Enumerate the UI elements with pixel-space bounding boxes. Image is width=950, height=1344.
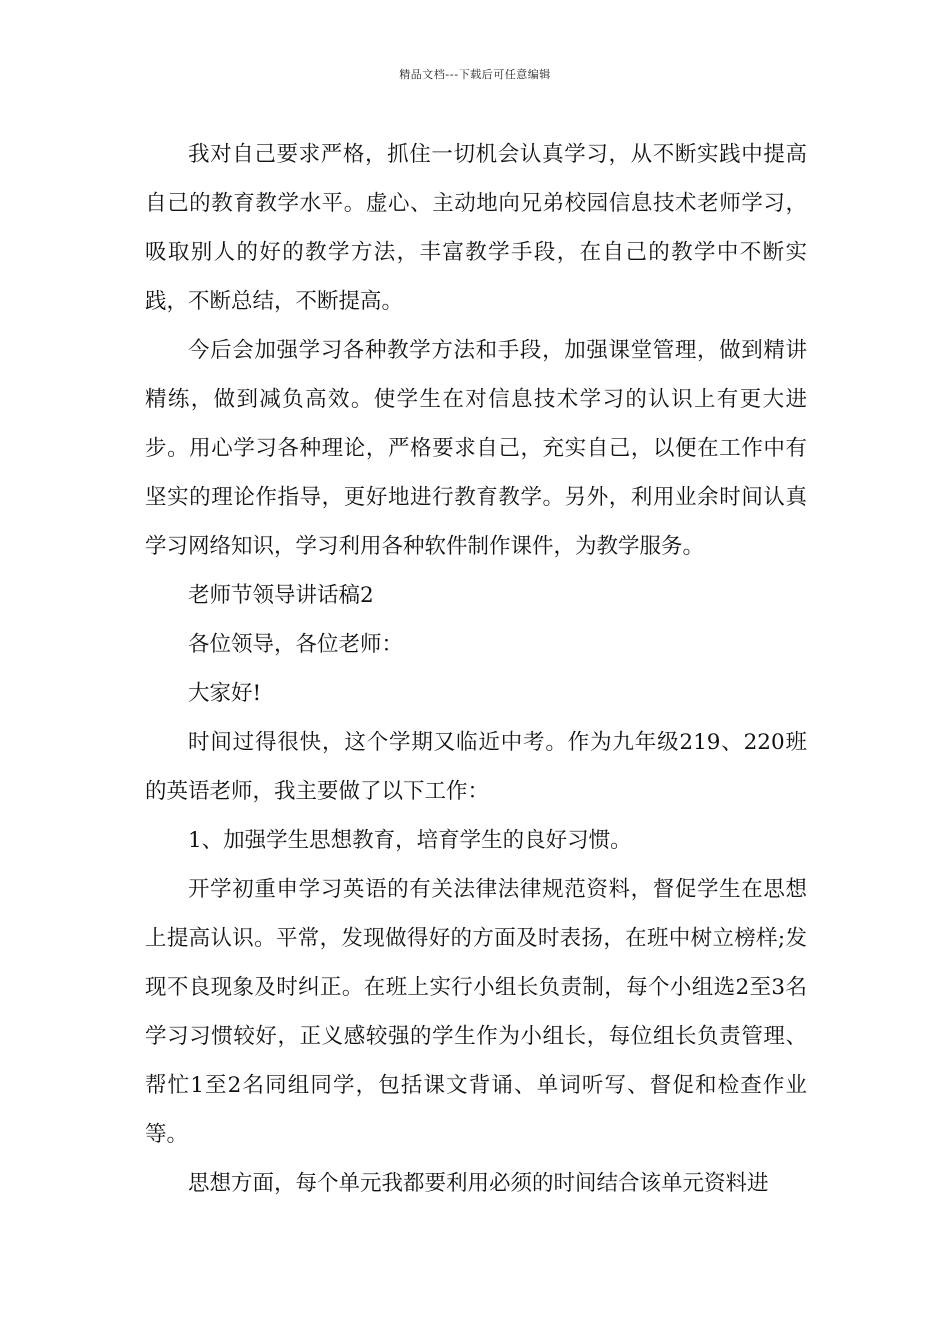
section-title: 老师节领导讲话稿2 bbox=[188, 583, 374, 608]
paragraph-introduction: 时间过得很快，这个学期又临近中考。作为九年级219、220班的英语老师，我主要做了以下工作： bbox=[145, 730, 807, 804]
paragraph-habits: 开学初重申学习英语的有关法律法律规范资料，督促学生在思想上提高认识。平常，发现做得好的方面及时表扬，在班中树立榜样;发现不良现象及时纠正。在班上实行小组长负责制，每个小组选2至3名学习习惯较好，正义感较强的学生作为小组长，每位组长负责管理、帮忙1至2名同组同学，包括课文背诵、单词听写、督促和检查作业等。 bbox=[145, 877, 807, 1147]
paragraph-future-plan: 今后会加强学习各种教学方法和手段，加强课堂管理，做到精讲精练，做到减负高效。使学生在对信息技术学习的认识上有更大进步。用心学习各种理论，严格要求自己，充实自己，以便在工作中有坚实的理论作指导，更好地进行教育教学。另外，利用业余时间认真学习网络知识，学习利用各种软件制作课件，为教学服务。 bbox=[145, 338, 807, 559]
salutation: 各位领导，各位老师： bbox=[188, 632, 404, 657]
paragraph-thought: 思想方面，每个单元我都要利用必须的时间结合该单元资料进 bbox=[188, 1171, 769, 1196]
paragraph-self-requirement: 我对自己要求严格，抓住一切机会认真学习，从不断实践中提高自己的教育教学水平。虚心、主动地向兄弟校园信息技术老师学习，吸取别人的好的教学方法，丰富教学手段，在自己的教学中不断实践，不断总结，不断提高。 bbox=[145, 142, 807, 314]
greeting: 大家好! bbox=[188, 681, 262, 706]
list-item-heading: 1、加强学生思想教育，培育学生的良好习惯。 bbox=[188, 828, 632, 853]
document-body bbox=[145, 130, 807, 1208]
page-header: 精品文档---下载后可任意编辑 bbox=[399, 68, 551, 81]
